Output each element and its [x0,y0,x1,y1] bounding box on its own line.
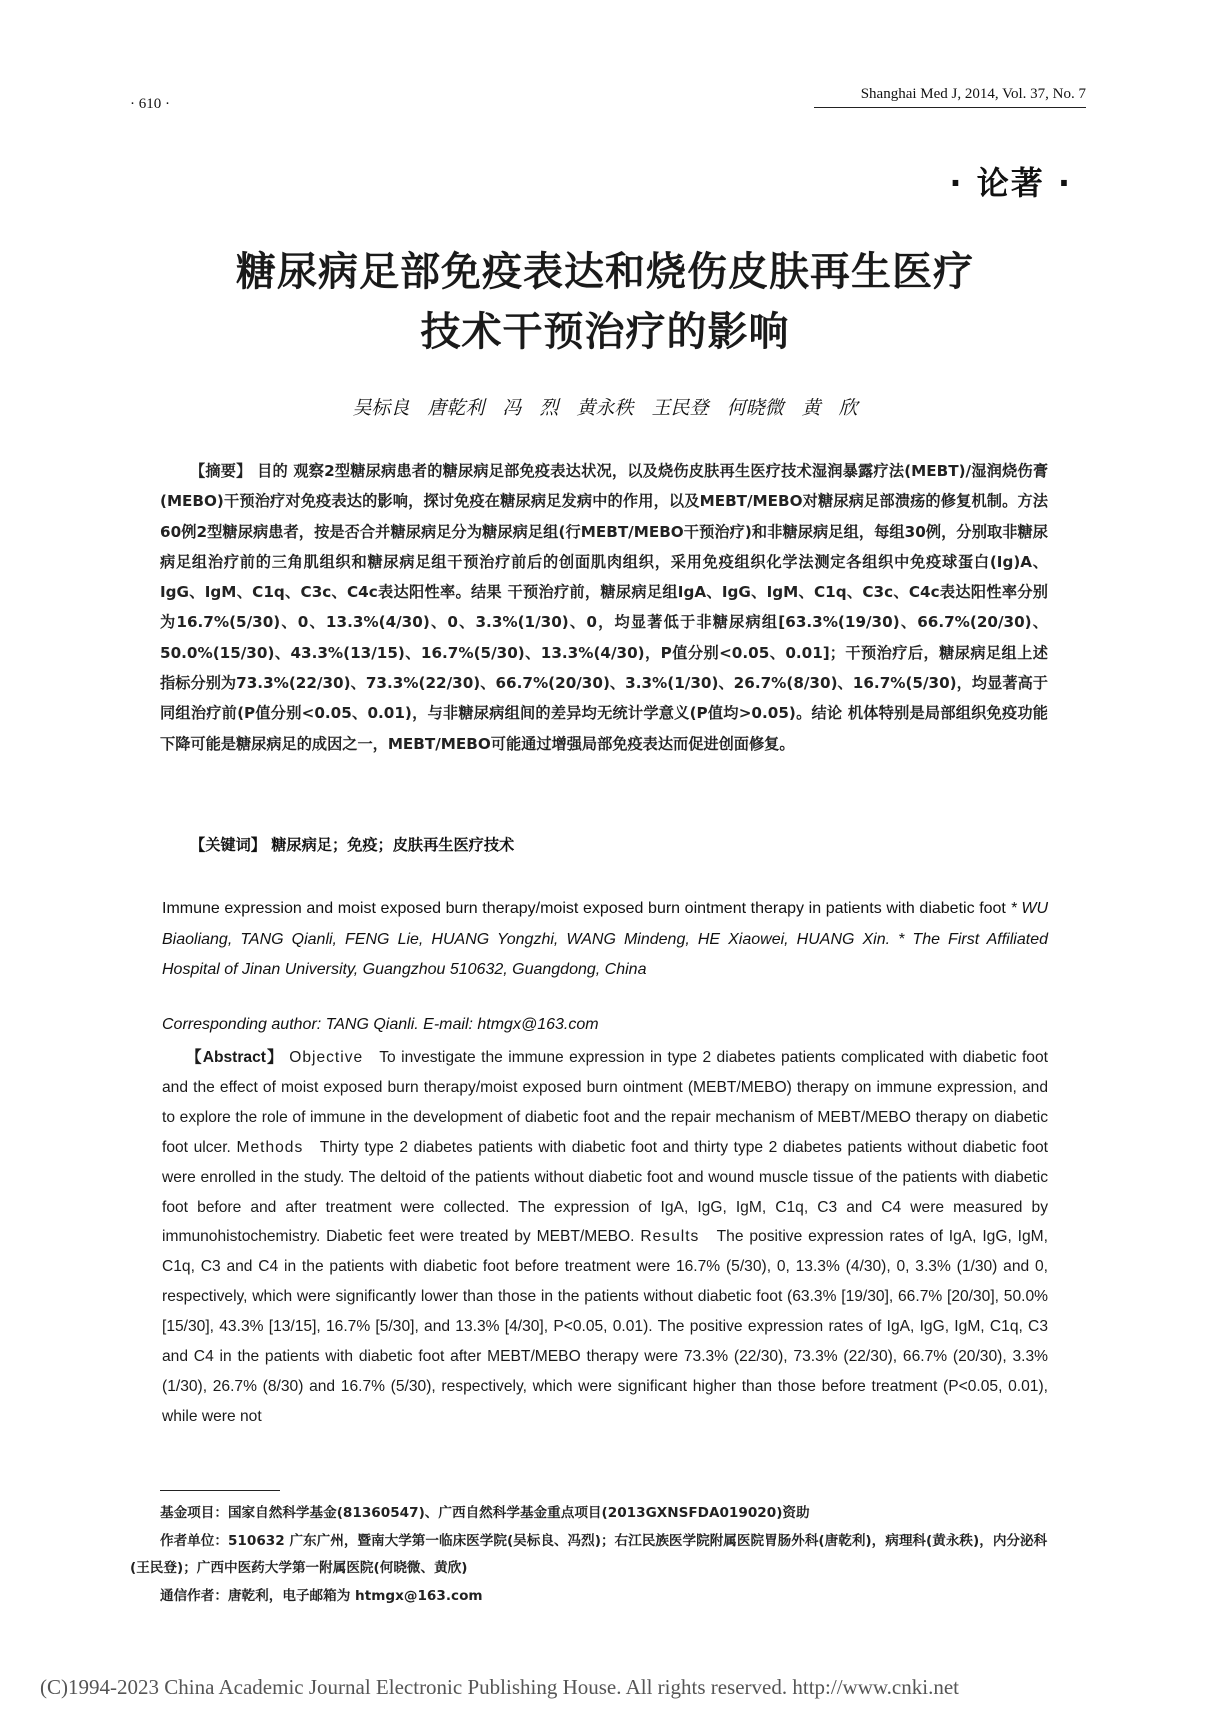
journal-citation: Shanghai Med J, 2014, Vol. 37, No. 7 [814,86,1086,108]
footnote-divider [160,1490,280,1491]
methods-label: Methods [236,1138,304,1156]
english-title: Immune expression and moist exposed burn therapy/moist exposed burn ointment therapy in patients with diabetic foot [162,900,1006,917]
methods-text: Thirty type 2 diabetes patients with diabetic foot and thirty type 2 diabetes patients without diabetic foot were enrolled in the study. The deltoid of the patients without diabetic foot and wound muscle tissue of the patients with diabetic foot before and after treatment were collected. The expression of IgA, IgG, IgM, C1q, C3 and C4 were measured by immunohistochemistry. Diabetic feet were treated by MEBT/MEBO. [162,1138,1048,1246]
english-abstract [162,1043,1048,1432]
english-title-block [162,894,1048,986]
corresponding-author: Corresponding author: TANG Qianli. E-mail: htmgx@163.com [162,1016,599,1033]
article-title-line1: 糖尿病足部免疫表达和烧伤皮肤再生医疗 [236,249,974,295]
results-label: Results [640,1228,700,1246]
correspondence-note: 通信作者：唐乾利，电子邮箱为 htmgx@163.com [160,1587,483,1604]
objective-text: To investigate the immune expression in type 2 diabetes patients complicated with diabetic foot and the effect of moist exposed burn therapy/moist exposed burn ointment (MEBT/MEBO) therapy on immune expression, and to explore the role of immune in the development of diabetic foot and the repair mechanism of MEBT/MEBO therapy on diabetic foot ulcer. [162,1049,1048,1156]
chinese-keywords [160,834,1048,855]
page-number: · 610 · [130,96,170,112]
copyright-notice: (C)1994-2023 China Academic Journal Electronic Publishing House. All rights reserved. http://www.cnki.net [40,1675,959,1699]
objective-label: Objective [289,1049,364,1066]
affiliation-note: 作者单位：510632 广东广州，暨南大学第一临床医学院(吴标良、冯烈)；右江民族医学院附属医院胃肠外科(唐乾利)，病理科(黄永秩)，内分泌科(王民登)；广西中医药大学第一附属医院(何晓微、黄欣) [130,1532,1048,1576]
article-title-line2: 技术干预治疗的影响 [420,309,790,355]
en-abstract-label: 【Abstract】 [186,1049,284,1066]
author-list: 吴标良 唐乾利 冯 烈 黄永秩 王民登 何晓微 黄 欣 [352,397,858,419]
fund-note: 基金项目：国家自然科学基金(81360547)、广西自然科学基金重点项目(2013GXNSFDA019020)资助 [160,1505,810,1521]
english-affiliation: * The First Affiliated Hospital of Jinan University, Guangzhou 510632, Guangdong, China [162,930,1048,978]
footnotes [130,1500,1050,1610]
cn-keywords-label: 【关键词】 [190,836,266,854]
section-tag: · 论著 · [949,164,1072,202]
english-authors: * WU Biaoliang, TANG Qianli, FENG Lie, HUANG Yongzhi, WANG Mindeng, HE Xiaowei, HUANG Xin. [162,900,1049,948]
cn-keywords-text: 糖尿病足；免疫；皮肤再生医疗技术 [271,836,515,854]
chinese-abstract [160,456,1048,759]
cn-abstract-label: 【摘要】 [190,462,252,480]
cn-abstract-text: 目的 观察2型糖尿病患者的糖尿病足部免疫表达状况，以及烧伤皮肤再生医疗技术湿润暴露疗法(MEBT)/湿润烧伤膏(MEBO)干预治疗对免疫表达的影响，探讨免疫在糖尿病足发病中的作用，以及MEBT/MEBO对糖尿病足部溃疡的修复机制。方法 60例2型糖尿病患者，按是否合并糖尿病足分为糖尿病足组(行MEBT/MEBO干预治疗)和非糖尿病足组，每组30例，分别取非糖尿病足组治疗前的三角肌组织和糖尿病足组干预治疗前后的创面肌肉组织，采用免疫组织化学法测定各组织中免疫球蛋白(Ig)A、IgG、IgM、C1q、C3c、C4c表达阳性率。结果 干预治疗前，糖尿病足组IgA、IgG、IgM、C1q、C3c、C4c表达阳性率分别为16.7%(5/30)、0、13.3%(4/30)、0、3.3%(1/30)、0，均显著低于非糖尿病组[63.3%(19/30)、66.7%(20/30)、50.0%(15/30)、43.3%(13/15)、16.7%(5/30)、13.3%(4/30)，P值分别<0.05、0.01]；干预治疗后，糖尿病足组上述指标分别为73.3%(22/30)、73.3%(22/30)、66.7%(20/30)、3.3%(1/30)、26.7%(8/30)、16.7%(5/30)，均显著高于同组治疗前(P值分别<0.05、0.01)，与非糖尿病组间的差异均无统计学意义(P值均>0.05)。结论 机体特别是局部组织免疫功能下降可能是糖尿病足的成因之一，MEBT/MEBO可能通过增强局部免疫表达而促进创面修复。 [160,462,1049,753]
results-text: The positive expression rates of IgA, IgG, IgM, C1q, C3 and C4 in the patients with diabetic foot before treatment were 16.7% (5/30), 0, 13.3% (4/30), 0, 3.3% (1/30) and 0, respectively, which were significantly lower than those in the patients without diabetic foot (63.3% [19/30], 66.7% [20/30], 50.0% [15/30], 43.3% [13/15], 16.7% [5/30], and 13.3% [4/30], P<0.05, 0.01). The positive expression rates of IgA, IgG, IgM, C1q, C3 and C4 in the patients with diabetic foot after MEBT/MEBO therapy were 73.3% (22/30), 73.3% (22/30), 66.7% (20/30), 3.3% (1/30), 26.7% (8/30) and 16.7% (5/30), respectively, which were significant higher than those before treatment (P<0.05, 0.01), while were not [162,1228,1049,1425]
